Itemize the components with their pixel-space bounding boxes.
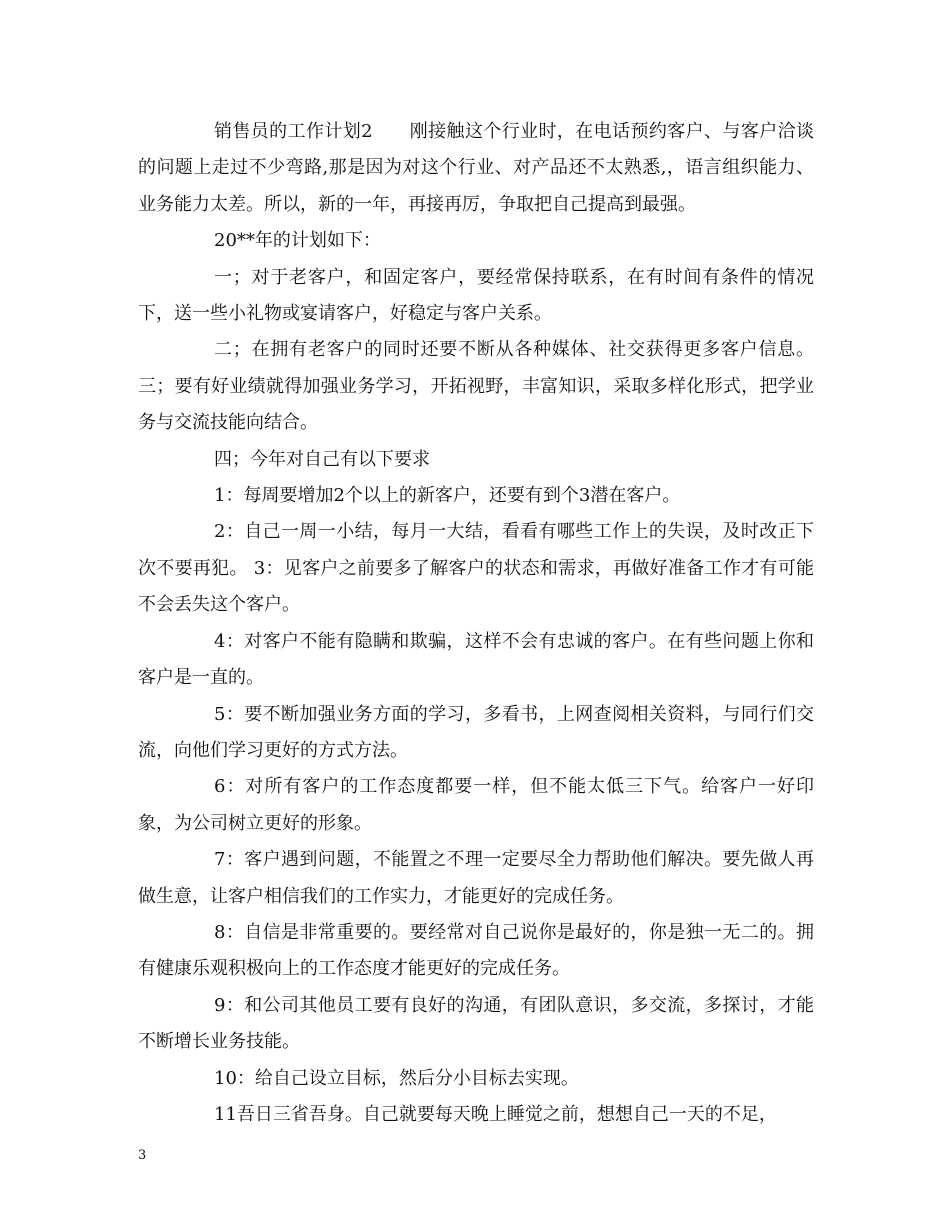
paragraph-item-1: 一；对于老客户，和固定客户，要经常保持联系，在有时间有条件的情况下，送一些小礼物或宴请客户，好稳定与客户关系。 (138, 266, 814, 325)
paragraph-requirement-8: 8：自信是非常重要的。要经常对自己说你是最好的，你是独一无二的。拥有健康乐观积极向上的工作态度才能更好的完成任务。 (138, 921, 814, 980)
paragraph-item-2-3: 二；在拥有老客户的同时还要不断从各种媒体、社交获得更多客户信息。三；要有好业绩就得加强业务学习，开拓视野，丰富知识，采取多样化形式，把学业务与交流技能向结合。 (138, 339, 814, 434)
paragraph-requirement-11: 11吾日三省吾身。自己就要每天晚上睡觉之前，想想自己一天的不足， (214, 1103, 777, 1125)
paragraph-requirement-6: 6：对所有客户的工作态度都要一样，但不能太低三下气。给客户一好印象，为公司树立更好的形象。 (138, 776, 814, 834)
document-body (138, 114, 814, 1133)
paragraph-requirement-10: 10：给自己设立目标，然后分小目标去实现。 (214, 1067, 579, 1089)
paragraph-title-intro: 销售员的工作计划2 刚接触这个行业时，在电话预约客户、与客户洽谈的问题上走过不少弯路,那是因为对这个行业、对产品还不太熟悉,，语言组织能力、业务能力太差。所以，新的一年，再接再厉，争取把自己提高到最强。 (138, 121, 814, 215)
page-number: 3 (138, 1148, 147, 1163)
paragraph-requirement-4: 4：对客户不能有隐瞒和欺骗，这样不会有忠诚的客户。在有些问题上你和客户是一直的。 (138, 630, 814, 689)
paragraph-requirement-2-3: 2：自己一周一小结，每月一大结，看看有哪些工作上的失误，及时改正下次不要再犯。 3：见客户之前要多了解客户的状态和需求，再做好准备工作才有可能不会丢失这个客户。 (138, 521, 814, 616)
paragraph-plan-heading: 20**年的计划如下： (214, 230, 381, 252)
paragraph-requirement-7: 7：客户遇到问题，不能置之不理一定要尽全力帮助他们解决。要先做人再做生意，让客户相信我们的工作实力，才能更好的完成任务。 (138, 849, 814, 907)
paragraph-item-4-heading: 四；今年对自己有以下要求 (214, 448, 430, 470)
paragraph-requirement-5: 5：要不断加强业务方面的学习，多看书，上网查阅相关资料，与同行们交流，向他们学习更好的方式方法。 (138, 703, 814, 761)
paragraph-requirement-1: 1：每周要增加2个以上的新客户，还要有到个3潜在客户。 (214, 485, 681, 507)
paragraph-requirement-9: 9：和公司其他员工要有良好的沟通，有团队意识，多交流，多探讨，才能不断增长业务技能。 (138, 994, 814, 1053)
